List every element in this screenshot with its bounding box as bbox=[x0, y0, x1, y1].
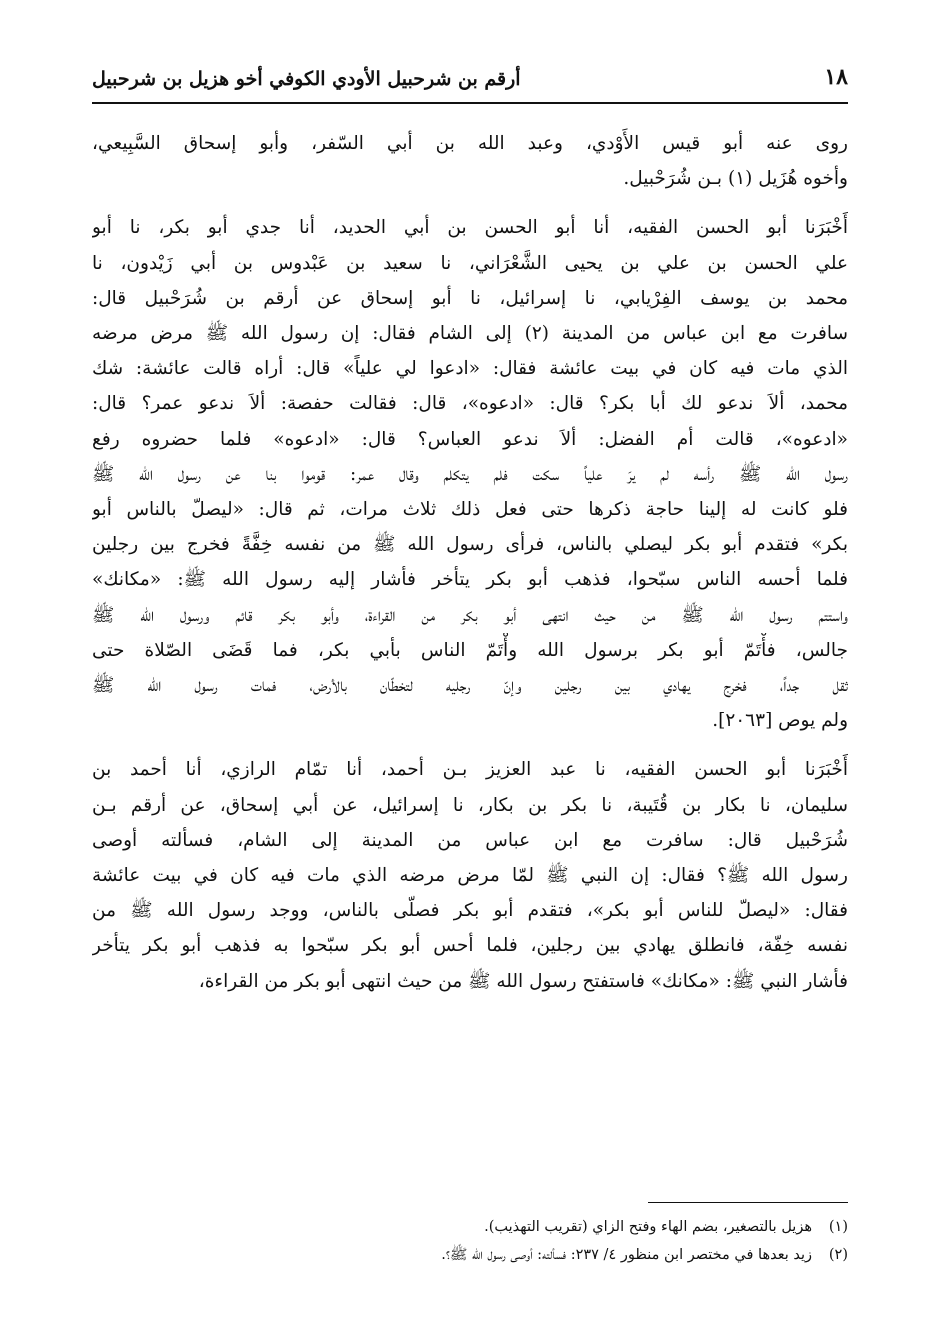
paragraph bbox=[92, 126, 848, 196]
book-page bbox=[92, 62, 848, 1292]
text-line: علي الحسن بن علي بن يحيى الشَّعْرَاني، نا سعيد بن عَبْدوس بن أبي زَيْدون، نا bbox=[92, 252, 848, 274]
footnote bbox=[92, 1213, 848, 1241]
footnote bbox=[92, 1241, 848, 1269]
text-line: بكر» فتقدم أبو بكر ليصلي بالناس، فرأى رسول الله ﷺ من نفسه خِفَّةً فخرج بين رجلين bbox=[92, 534, 848, 556]
text-line: فأشار النبي ﷺ: «مكانك» فاستفتح رسول الله ﷺ من حيث انتهى أبو بكر من القراءة، bbox=[198, 970, 848, 992]
footnote-text: هزيل بالتصغير، بضم الهاء وفتح الزاي (تقريب التهذيب). bbox=[484, 1219, 812, 1235]
text-line: ثقل جداً، فخرج يهادي بين رجلين وإنّ رجليه لتخطّان بالأرض، فمات رسول الله ﷺ bbox=[92, 675, 848, 697]
footnote-list bbox=[92, 1213, 848, 1269]
footnote-divider bbox=[648, 1202, 848, 1203]
text-line: «ادعوه»، قالت أم الفضل: ألاَ ندعو العباس؟ قال: «ادعوه» فلما حضروه رفع bbox=[92, 428, 848, 450]
paragraph bbox=[92, 752, 848, 998]
text-line: جالس، فأْتَمّ أبو بكر برسول الله وأْتَمّ الناس بأبي بكر، فما قَضَى الصّلاة حتى bbox=[92, 639, 848, 661]
text-line: رسول الله ﷺ؟ فقال: إن النبي ﷺ لمّا مرض مرضه الذي مات فيه كان في بيت عائشة bbox=[92, 865, 848, 887]
text-line: الذي مات فيه كان في بيت عائشة فقال: «ادعوا لي علياً» قال: أراه قالت عائشة: شك bbox=[92, 358, 848, 380]
text-line: واستتم رسول الله ﷺ من حيث انتهى أبو بكر من القراءة، وأبو بكر قائم ورسول الله ﷺ bbox=[92, 604, 848, 626]
text-line: سليمان، نا بكار بن قُتَيبة، نا بكر بن بكار، نا إسرائيل، عن أبي إسحاق، عن أرقم بـن bbox=[92, 794, 848, 816]
text-line: ولم يوص [٢٠٦٣]. bbox=[712, 710, 848, 732]
running-title: أرقم بن شرحبيل الأودي الكوفي أخو هزيل بن شرحبيل bbox=[92, 68, 521, 90]
text-line: فقال: «ليصلّ للناس أبو بكر»، فتقدم أبو بكر فصلّى بالناس، ووجد رسول الله ﷺ من bbox=[92, 900, 848, 922]
text-line: نفسه خِفّة، فانطلق يهادي بين رجلين، فلما أحس أبو بكر سبّحوا به فذهب أبو بكر يتأخر bbox=[92, 935, 848, 957]
text-line: شُرَحْبيل قال: سافرت مع ابن عباس من المدينة إلى الشام، فسألته أوصى bbox=[92, 829, 848, 851]
page-header bbox=[92, 62, 848, 104]
text-line: سافرت مع ابن عباس من المدينة (٢) إلى الشام فقال: إن رسول الله ﷺ مرض مرضه bbox=[92, 323, 848, 345]
footnote-number: (٢) bbox=[828, 1247, 848, 1263]
text-line: روى عنه أبو قيس الأَوْدي، وعبد الله بن أبي السّفر، وأبو إسحاق السَّبِيعي، bbox=[92, 133, 848, 154]
footnote-text: زيد بعدها في مختصر ابن منظور ٤/ ٢٣٧: فسألته: أوصى رسول الله ﷺ؟. bbox=[441, 1247, 812, 1263]
footnote-number: (١) bbox=[828, 1219, 848, 1235]
text-line: أَخْبَرَنا أبو الحسن الفقيه، أنا أبو الحسن بن أبي الحديد، أنا جدي أبو بكر، نا أبو bbox=[92, 217, 848, 239]
text-line: أَخْبَرَنا أبو الحسن الفقيه، نا عبد العزيز بـن أحمد، أنا تمّام الرازي، أنا أحمد بن bbox=[92, 759, 848, 781]
text-line: فلو كانت له إلينا حاجة ذكرها حتى فعل ذلك ثلاث مرات، ثم قال: «ليصلّ بالناس أبو bbox=[92, 499, 848, 521]
text-line: محمد، ألاَ ندعو لك أبا بكر؟ قال: «ادعوه»، قال: فقالت حفصة: ألاَ ندعو عمر؟ قال: bbox=[92, 393, 848, 415]
paragraph bbox=[92, 210, 848, 738]
footnotes bbox=[92, 1202, 848, 1269]
page-number: ١٨ bbox=[824, 64, 848, 90]
text-line: فلما أحسه الناس سبّحوا، فذهب أبو بكر يتأخر فأشار إليه رسول الله ﷺ: «مكانك» bbox=[92, 569, 848, 591]
main-text bbox=[92, 126, 848, 999]
text-line: رسول الله ﷺ رأسه لم يرَ علياً سكت فلم يتكلم وقال عمر: قوموا بنا عن رسول الله ﷺ bbox=[92, 463, 848, 485]
text-line: وأخوه هُزَيل (١) بـن شُرَحْبيل. bbox=[623, 168, 848, 190]
text-line: محمد بن يوسف الفِرْيابي، نا إسرائيل، نا أبو إسحاق عن أرقم بن شُرَحْبيل قال: bbox=[92, 287, 848, 309]
